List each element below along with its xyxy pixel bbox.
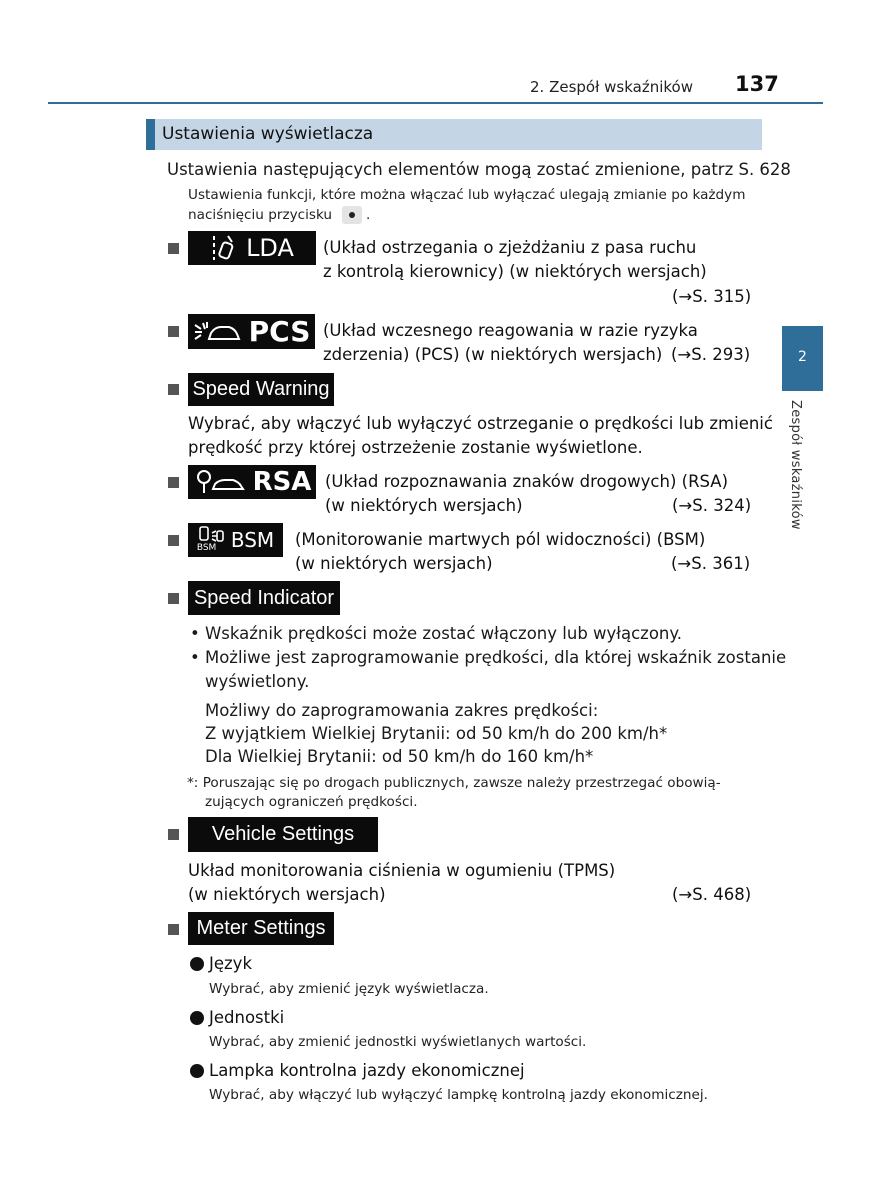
bsm-description-1: (Monitorowanie martwych pól widoczności) (BSM) bbox=[295, 530, 706, 549]
rsa-description-2: (w niektórych wersjach) bbox=[325, 496, 523, 515]
blind-spot-icon bbox=[197, 525, 225, 555]
meter-sub-title-units: Jednostki bbox=[209, 1008, 285, 1027]
pcs-description-2: zderzenia) (PCS) (w niektórych wersjach) bbox=[323, 345, 663, 364]
vehicle-settings-description-2: (w niektórych wersjach) bbox=[188, 885, 386, 904]
road-sign-icon bbox=[193, 469, 245, 495]
speed-indicator-bullet-1: • Wskaźnik prędkości może zostać włączony lub wyłączony. bbox=[190, 624, 683, 643]
vehicle-settings-description-1: Układ monitorowania ciśnienia w ogumieniu (TPMS) bbox=[188, 861, 616, 880]
bsm-icon-sub-text: BSM bbox=[196, 543, 217, 553]
header-divider bbox=[48, 102, 823, 104]
lane-departure-icon bbox=[210, 234, 238, 262]
rsa-label-text: RSA bbox=[252, 467, 312, 497]
speed-range-line-3: Dla Wielkiej Brytanii: od 50 km/h do 160 km/h* bbox=[205, 747, 594, 766]
item-square-bullet bbox=[168, 477, 179, 488]
speed-warning-description-1: Wybrać, aby włączyć lub wyłączyć ostrzeganie o prędkości lub zmienić bbox=[188, 414, 773, 433]
speed-indicator-display-label bbox=[188, 581, 340, 615]
speed-indicator-bullet-2a: • Możliwe jest zaprogramowanie prędkości, dla której wskaźnik zostanie bbox=[190, 648, 787, 667]
chapter-tab-number: 2 bbox=[798, 349, 807, 365]
note-line-1: Ustawienia funkcji, które można włączać lub wyłączać ulegają zmianie po każdym bbox=[188, 187, 746, 203]
pcs-page-ref: (→S. 293) bbox=[671, 345, 751, 364]
note-line-2-end: . bbox=[366, 207, 371, 223]
button-dot-icon bbox=[349, 212, 355, 218]
note-line-2: naciśnięciu przycisku bbox=[188, 207, 333, 223]
item-square-bullet bbox=[168, 535, 179, 546]
speed-warning-label-text: Speed Warning bbox=[192, 378, 330, 400]
meter-sub-desc-eco: Wybrać, aby włączyć lub wyłączyć lampkę kontrolną jazdy ekonomicznej. bbox=[209, 1087, 708, 1103]
bsm-page-ref: (→S. 361) bbox=[671, 554, 751, 573]
section-title: Ustawienia wyświetlacza bbox=[162, 124, 374, 144]
meter-sub-title-language: Język bbox=[209, 954, 252, 973]
speed-warning-description-2: prędkość przy której ostrzeżenie zostanie wyświetlone. bbox=[188, 438, 643, 457]
item-square-bullet bbox=[168, 829, 179, 840]
chapter-tab-label: Zespół wskaźników bbox=[788, 400, 803, 530]
bsm-description-2: (w niektórych wersjach) bbox=[295, 554, 493, 573]
vehicle-settings-label-text: Vehicle Settings bbox=[211, 823, 355, 845]
intro-text: Ustawienia następujących elementów mogą zostać zmienione, patrz S. 628 bbox=[167, 160, 791, 179]
chapter-title: 2. Zespół wskaźników bbox=[530, 78, 693, 96]
lda-description-1: (Układ ostrzegania o zjeżdżaniu z pasa ruchu bbox=[323, 238, 697, 257]
lda-page-ref: (→S. 315) bbox=[672, 287, 752, 306]
speed-indicator-bullet-2b: wyświetlony. bbox=[205, 672, 310, 691]
meter-settings-label-text: Meter Settings bbox=[196, 917, 326, 939]
item-square-bullet bbox=[168, 326, 179, 337]
bsm-display-label bbox=[188, 523, 283, 557]
pre-collision-icon bbox=[193, 319, 241, 345]
vehicle-settings-page-ref: (→S. 468) bbox=[672, 885, 752, 904]
item-square-bullet bbox=[168, 243, 179, 254]
meter-sub-desc-language: Wybrać, aby zmienić język wyświetlacza. bbox=[209, 981, 489, 997]
speed-range-line-2: Z wyjątkiem Wielkiej Brytanii: od 50 km/h do 200 km/h* bbox=[205, 724, 668, 743]
pcs-label-text: PCS bbox=[248, 315, 311, 348]
rsa-display-label bbox=[188, 465, 316, 499]
speed-range-line-1: Możliwy do zaprogramowania zakres prędkości: bbox=[205, 701, 599, 720]
meter-sub-desc-units: Wybrać, aby zmienić jednostki wyświetlanych wartości. bbox=[209, 1034, 587, 1050]
item-square-bullet bbox=[168, 384, 179, 395]
speed-indicator-label-text: Speed Indicator bbox=[193, 586, 335, 609]
speed-warning-display-label bbox=[188, 373, 334, 406]
meter-sub-title-eco: Lampka kontrolna jazdy ekonomicznej bbox=[209, 1061, 525, 1080]
footnote-line-2: zujących ograniczeń prędkości. bbox=[205, 794, 418, 810]
item-square-bullet bbox=[168, 924, 179, 935]
round-bullet bbox=[190, 1011, 204, 1025]
lda-description-2: z kontrolą kierownicy) (w niektórych wersjach) bbox=[323, 262, 707, 281]
item-square-bullet bbox=[168, 593, 179, 604]
footnote-line-1: *: Poruszając się po drogach publicznych, zawsze należy przestrzegać obowią- bbox=[187, 775, 721, 791]
rsa-description-1: (Układ rozpoznawania znaków drogowych) (RSA) bbox=[325, 472, 729, 491]
lda-display-label bbox=[188, 231, 316, 265]
rsa-page-ref: (→S. 324) bbox=[672, 496, 752, 515]
lda-label-text: LDA bbox=[246, 234, 294, 262]
pcs-display-label bbox=[188, 314, 315, 349]
vehicle-settings-display-label bbox=[188, 817, 378, 852]
page-number: 137 bbox=[735, 72, 779, 96]
pcs-description-1: (Układ wczesnego reagowania w razie ryzyka bbox=[323, 321, 698, 340]
round-bullet bbox=[190, 1064, 204, 1078]
bsm-label-text: BSM bbox=[230, 528, 275, 552]
meter-settings-display-label bbox=[188, 912, 334, 945]
round-bullet bbox=[190, 957, 204, 971]
